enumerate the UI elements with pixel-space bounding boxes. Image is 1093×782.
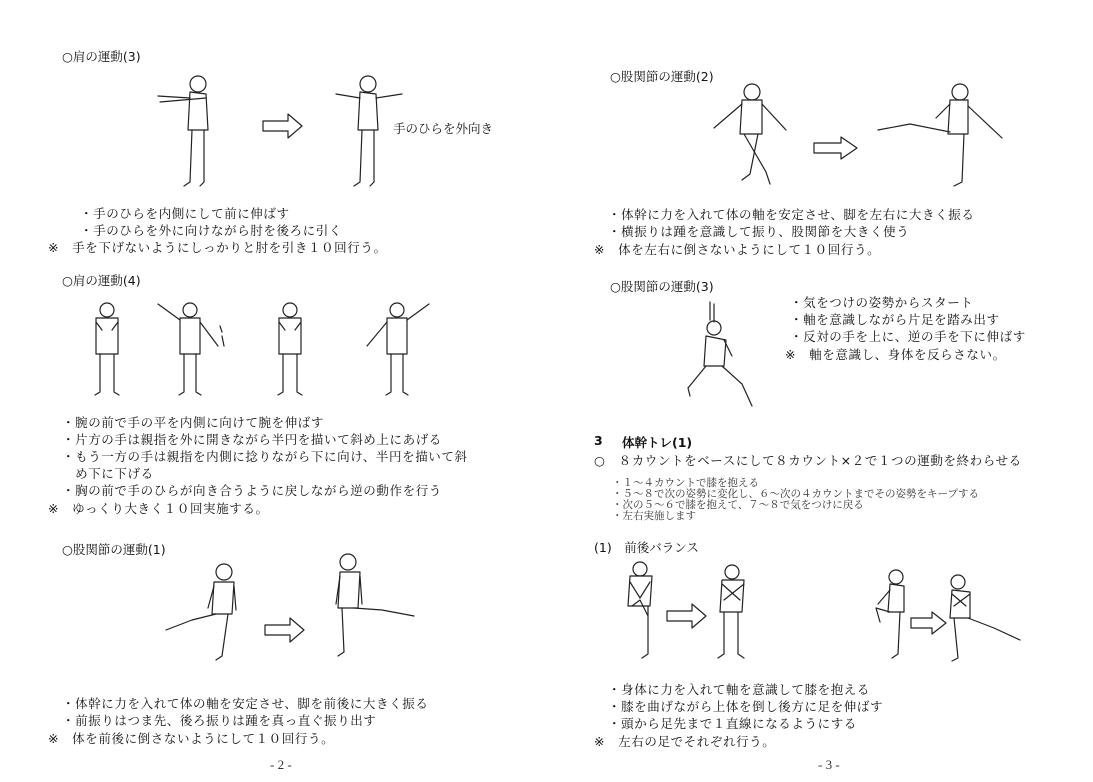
section-heading-shoulder-4: ○肩の運動(4) xyxy=(62,273,141,288)
figure-hip-2-leg-side xyxy=(870,78,1010,193)
bullet: ・もう一方の手は親指を内側に捻りながら下に向け、半円を描いて斜 xyxy=(62,449,468,464)
figure-hip-1-leg-forward xyxy=(162,560,252,670)
bullet: ・片方の手は親指を外に開きながら半円を描いて斜め上にあげる xyxy=(62,432,442,447)
figure-hip-2-leg-cross xyxy=(706,80,796,195)
page-number: - 2 - xyxy=(270,757,292,772)
small-line: ・次の５～６で膝を抱えて、７～８で気をつけに戻る xyxy=(612,499,864,511)
bullet: ・胸の前で手のひらが向き合うように戻しながら逆の動作を行う xyxy=(62,483,442,498)
section-heading-hip-3: ○股関節の運動(3) xyxy=(610,279,714,294)
bullet: ・横振りは踵を意識して振り、股関節を大きく使う xyxy=(608,224,910,239)
bullet: ・身体に力を入れて軸を意識して膝を抱える xyxy=(608,682,871,697)
right-arrow-icon xyxy=(264,617,306,643)
figure-shoulder-4-step-4 xyxy=(355,296,435,400)
note: ※ ゆっくり大きく１０回実施する。 xyxy=(48,501,269,516)
bullet: ・頭から足先まで１直線になるようにする xyxy=(608,716,857,731)
figure-label-palms-out: 手のひらを外向き xyxy=(393,121,494,136)
figure-balance-knee-hug xyxy=(618,560,664,664)
figure-balance-arms-crossed xyxy=(710,562,756,666)
chapter-number: 3 xyxy=(594,433,603,448)
small-line: ・５～８で次の姿勢に変化し、６～次の４カウントまでその姿勢をキープする xyxy=(612,488,979,500)
bullet: ・手のひらを外に向けながら肘を後ろに引く xyxy=(80,223,343,238)
figure-shoulder-4-step-2 xyxy=(152,296,232,400)
right-arrow-icon xyxy=(813,136,859,160)
subsection-heading-balance: (1) 前後バランス xyxy=(594,540,699,555)
chapter-heading: 体幹トレ(1) xyxy=(622,435,693,450)
right-arrow-icon xyxy=(262,113,304,139)
bullet: ・体幹に力を入れて体の軸を安定させ、脚を前後に大きく振る xyxy=(62,696,429,711)
note: ※ 手を下げないようにしっかりと肘を引き１０回行う。 xyxy=(48,240,387,255)
note: ※ 体を前後に倒さないようにして１０回行う。 xyxy=(48,731,335,746)
figure-balance-forward-lean xyxy=(942,572,1026,664)
figure-shoulder-3-arms-forward xyxy=(150,72,230,192)
bullet: め下に下げる xyxy=(62,466,154,481)
bullet: ・膝を曲げながら上体を倒し後方に足を伸ばす xyxy=(608,699,884,714)
bullet: ・前振りはつま先、後ろ振りは踵を真っ直ぐ振り出す xyxy=(62,713,377,728)
figure-hip-3-lunge xyxy=(680,300,770,415)
figure-shoulder-4-step-1 xyxy=(82,300,132,400)
small-line: ・左右実施します xyxy=(612,510,696,522)
figure-hip-1-leg-back xyxy=(322,548,422,668)
bullet: ・手のひらを内側にして前に伸ばす xyxy=(80,206,290,221)
section-heading-hip-1: ○股関節の運動(1) xyxy=(62,542,166,557)
figure-shoulder-4-step-3 xyxy=(265,300,315,400)
note: ※ 体を左右に倒さないようにして１０回行う。 xyxy=(594,242,881,257)
chapter-intro: ○ ８カウントをベースにして８カウント×２で１つの運動を終わらせる xyxy=(594,453,1022,468)
section-heading-hip-2: ○股関節の運動(2) xyxy=(610,69,714,84)
note: ※ 左右の足でそれぞれ行う。 xyxy=(594,734,776,749)
bullet: ・反対の手を上に、逆の手を下に伸ばす xyxy=(790,329,1026,344)
bullet: ・体幹に力を入れて体の軸を安定させ、脚を左右に大きく振る xyxy=(608,207,975,222)
bullet: ・軸を意識しながら片足を踏み出す xyxy=(790,312,1000,327)
bullet: ・腕の前で手の平を内側に向けて腕を伸ばす xyxy=(62,415,325,430)
section-heading-shoulder-3: ○肩の運動(3) xyxy=(62,49,141,64)
right-arrow-icon xyxy=(666,603,708,629)
page-number: - 3 - xyxy=(818,757,840,772)
note: ※ 軸を意識し、身体を反らさない。 xyxy=(785,347,1006,362)
small-line: ・１～４カウントで膝を抱える xyxy=(612,477,759,489)
bullet: ・気をつけの姿勢からスタート xyxy=(790,295,974,310)
